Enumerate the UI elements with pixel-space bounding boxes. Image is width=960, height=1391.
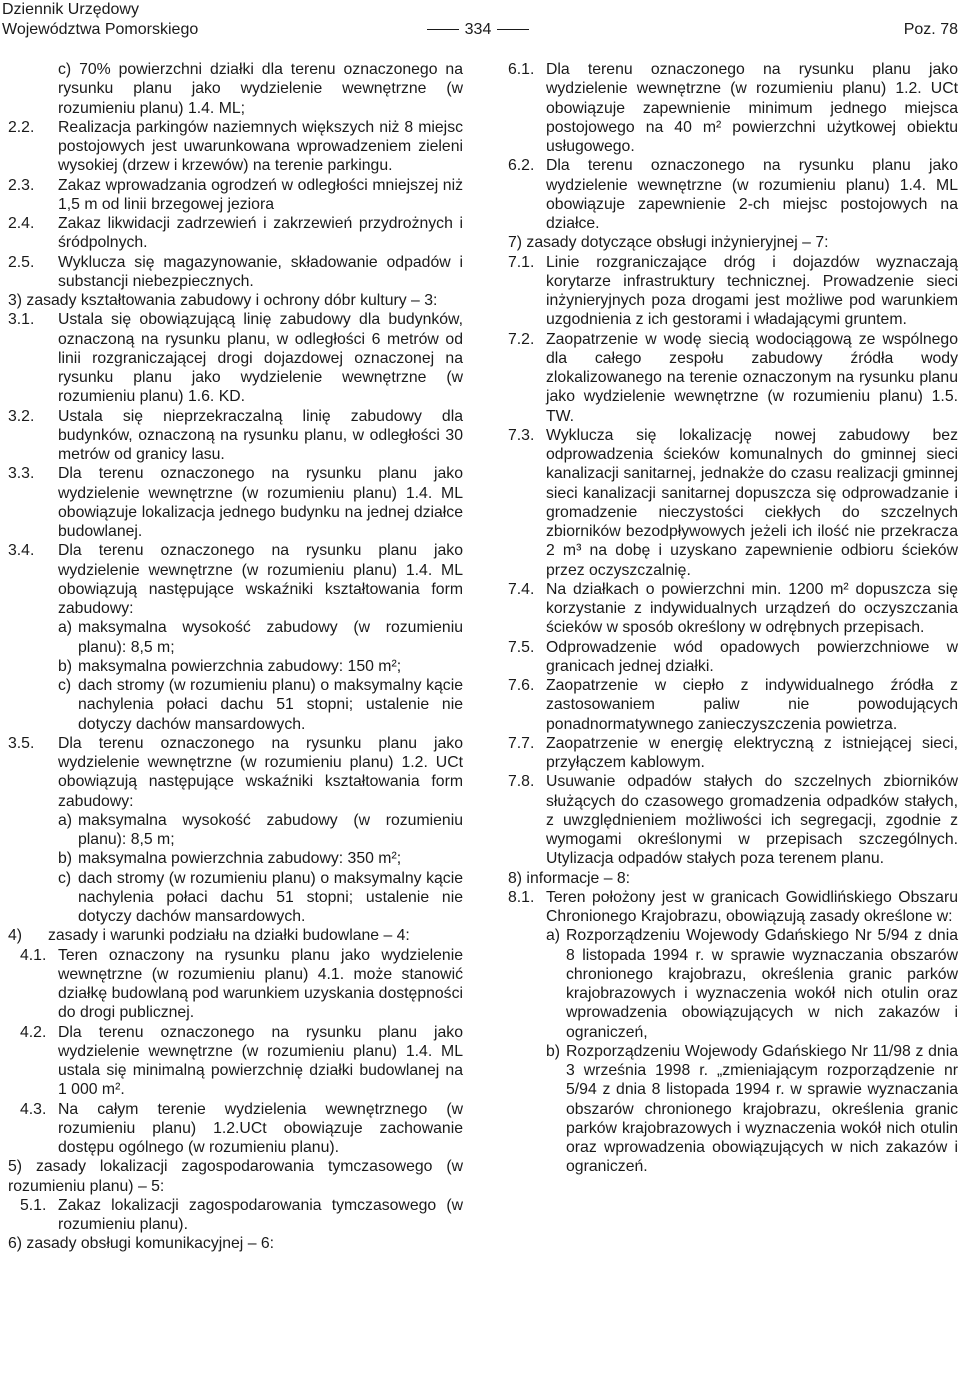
paragraph	[8, 849, 463, 868]
paragraph-text: c) 70% powierzchni działki dla terenu oznaczonego na rysunku planu jako wydzielenie wewnętrzne (w rozumieniu planu) 1.4. ML;	[58, 61, 463, 117]
paragraph	[508, 156, 958, 233]
paragraph-text: Ustala się obowiązującą linię zabudowy dla budynków, oznaczoną na rysunku planu, w odległości 6 metrów od linii rozgraniczającej drogi dojazdowej oznaczonej na rysunku planu jako wydzielenie wewnętrzne (w rozumieniu planu) 1.6. KD.	[58, 311, 463, 406]
paragraph-number: 3.3.	[8, 465, 35, 483]
paragraph-number: b)	[58, 657, 73, 675]
paragraph-text: Wyklucza się magazynowanie, składowanie odpadów i substancji niebezpiecznych.	[58, 253, 463, 290]
paragraph-text: maksymalna powierzchnia zabudowy: 350 m²;	[78, 850, 402, 868]
paragraph	[8, 1023, 463, 1100]
paragraph-text: Zaopatrzenie w energię elektryczną z istniejącej sieci, przyłączem kablowym.	[546, 734, 958, 771]
left-column	[8, 60, 463, 1254]
paragraph-text: Wyklucza się lokalizację nowej zabudowy bez odprowadzenia ścieków komunalnych do gminnej sieci kanalizacji sanitarnej, jednakże do czasu realizacji gminnej sieci kanalizacji sanitarnej dopuszcza się odprowadzanie i gromadzenie nieczystości ciekłych do szczelnych zbiorników bezodpływowych jeżeli ich ilość nie przekracza 2 m³ na dobę i uzyskano zapewnienie odbioru ścieków przez oczyszczalnię.	[546, 426, 958, 579]
paragraph-text: Ustala się nieprzekraczalną linię zabudowy dla budynków, oznaczoną na rysunku planu, w odległości 30 metrów od granicy lasu.	[58, 407, 463, 463]
paragraph-number: 7.6.	[508, 677, 535, 694]
paragraph	[8, 676, 463, 734]
journal-title	[2, 0, 198, 40]
position-number: Poz. 78	[903, 21, 958, 38]
paragraph-number: 7.2.	[508, 330, 535, 348]
paragraph	[508, 676, 958, 734]
paragraph-number: 2.5.	[8, 253, 35, 271]
paragraph	[8, 946, 463, 1023]
paragraph-text: 5) zasady lokalizacji zagospodarowania tymczasowego (w rozumieniu planu) – 5:	[8, 1158, 463, 1195]
paragraph-text: Zakaz lokalizacji zagospodarowania tymczasowego (w rozumieniu planu).	[58, 1196, 463, 1233]
paragraph-number: 3.1.	[8, 311, 35, 329]
paragraph	[8, 541, 463, 618]
paragraph-number: 7.1.	[508, 253, 535, 271]
paragraph-text: 7) zasady dotyczące obsługi inżynieryjnej – 7:	[508, 234, 829, 252]
paragraph	[508, 426, 958, 580]
paragraph-number: 8.1.	[508, 888, 535, 906]
paragraph-text: Rozporządzeniu Wojewody Gdańskiego Nr 11/98 z dnia 3 września 1998 r. „zmieniającym rozporządzenie nr 5/94 z dnia 8 listopada 1994 r. w sprawie wyznaczania obszarów chronionego krajobrazu, określenia granic parków krajobrazowych i wyznaczenia wokół nich otulin oraz wprowadzenia obowiązujących w nich zakazów i ograniczeń.	[566, 1042, 958, 1176]
paragraph-number: c)	[58, 869, 72, 887]
paragraph	[8, 1196, 463, 1235]
paragraph-text: Teren oznaczony na rysunku planu jako wydzielenie wewnętrzne (w rozumieniu planu) 4.1. może stanowić działkę budowlaną pod warunkiem uzyskania dostępności do drogi publicznej.	[58, 946, 463, 1022]
paragraph-text: Realizacja parkingów naziemnych większych niż 8 miejsc postojowych jest uwarunkowana wprowadzeniem zieleni wysokiej (drzew i krzewów) na terenie parkingu.	[58, 118, 463, 175]
paragraph-text: Dla terenu oznaczonego na rysunku planu jako wydzielenie wewnętrzne (w rozumieniu planu) 1.4. ML ustala się minimalną powierzchnię działki budowlanej na 1 000 m².	[58, 1023, 463, 1099]
paragraph-text: Usuwanie odpadów stałych do szczelnych zbiorników służących do czasowego gromadzenia odpadków stałych, z uwzględnieniem możliwości ich segregacji, zgodnie z wymogami określonymi w przepisach szczególnych. Utylizacja odpadów stałych poza terenem planu.	[546, 773, 958, 868]
paragraph	[8, 1157, 463, 1196]
paragraph	[508, 888, 958, 927]
paragraph	[8, 291, 463, 310]
paragraph	[8, 657, 463, 676]
paragraph-number: a)	[58, 811, 73, 829]
paragraph	[8, 734, 463, 811]
page-header	[0, 0, 960, 44]
paragraph-number: 4.1.	[20, 946, 47, 964]
right-column	[508, 60, 958, 1177]
paragraph-text: 3) zasady kształtowania zabudowy i ochrony dóbr kultury – 3:	[8, 292, 438, 309]
paragraph	[8, 60, 463, 118]
paragraph	[508, 580, 958, 638]
paragraph-text: Na całym terenie wydzielenia wewnętrznego (w rozumieniu planu) 1.2.UCt obowiązuje zachowanie dostępu ogólnego (w rozumieniu planu).	[58, 1100, 463, 1156]
paragraph-number: 3.5.	[8, 734, 35, 752]
paragraph-text: Dla terenu oznaczonego na rysunku planu jako wydzielenie wewnętrzne (w rozumieniu planu) 1.2. UCt obowiązują następujące wskaźniki kształtowania form zabudowy:	[58, 734, 463, 810]
paragraph-number: 4.3.	[20, 1100, 47, 1118]
paragraph-text: Zakaz likwidacji zadrzewień i zakrzewień przydrożnych i śródpolnych.	[58, 215, 463, 252]
paragraph-text: 6) zasady obsługi komunikacyjnej – 6:	[8, 1235, 275, 1253]
paragraph-number: 2.2.	[8, 118, 35, 136]
paragraph	[8, 176, 463, 215]
paragraph-text: maksymalna powierzchnia zabudowy: 150 m²;	[78, 657, 402, 675]
paragraph	[8, 214, 463, 253]
paragraph	[8, 1234, 463, 1253]
paragraph-number: 2.4.	[8, 215, 35, 232]
paragraph	[8, 464, 463, 541]
paragraph-text: Na działkach o powierzchni min. 1200 m² dopuszcza się korzystanie z indywidualnych urządzeń do oczyszczania ścieków w sposób określony w odrębnych przepisach.	[546, 580, 958, 637]
paragraph	[8, 811, 463, 850]
paragraph	[508, 253, 958, 330]
paragraph	[8, 926, 463, 945]
paragraph	[8, 118, 463, 176]
paragraph-text: Dla terenu oznaczonego na rysunku planu jako wydzielenie wewnętrzne (w rozumieniu planu) 1.4. ML obowiązują następujące wskaźniki kształtowania form zabudowy:	[58, 542, 463, 617]
paragraph-number: c)	[58, 677, 72, 694]
paragraph-text: Zaopatrzenie w wodę siecią wodociągową ze wspólnego dla całego zespołu zabudowy źródła wody zlokalizowanego na terenie oznaczonym na rysunku planu jako wydzielenie wewnętrzne (w rozumieniu planu) 1.5. TW.	[546, 330, 958, 425]
paragraph-text: Dla terenu oznaczonego na rysunku planu jako wydzielenie wewnętrzne (w rozumieniu planu) 1.4. ML obowiązuje zapewnienie 2-ch miejsc postojowych na działce.	[546, 157, 958, 232]
paragraph	[8, 310, 463, 406]
paragraph	[508, 926, 958, 1042]
paragraph	[8, 618, 463, 657]
paragraph-text: Dla terenu oznaczonego na rysunku planu jako wydzielenie wewnętrzne (w rozumieniu planu) 1.2. UCt obowiązuje zapewnienie minimum jednego miejsca postojowego na 40 m² powierzchni użytkowej obiektu usługowego.	[546, 61, 958, 155]
paragraph-number: b)	[58, 850, 73, 868]
paragraph-number: 6.2.	[508, 157, 535, 175]
paragraph-text: Odprowadzenie wód opadowych powierzchniowe w granicach jednej działki.	[546, 638, 958, 675]
paragraph-number: 7.4.	[508, 580, 535, 598]
paragraph-text: maksymalna wysokość zabudowy (w rozumieniu planu): 8,5 m;	[78, 619, 463, 656]
paragraph-number: 7.3.	[508, 426, 535, 444]
paragraph	[508, 869, 958, 888]
paragraph-text: maksymalna wysokość zabudowy (w rozumieniu planu): 8,5 m;	[78, 811, 463, 848]
paragraph-number: 2.3.	[8, 176, 35, 194]
paragraph	[8, 869, 463, 927]
paragraph	[508, 1042, 958, 1177]
paragraph-number: 4.2.	[20, 1023, 47, 1041]
paragraph-number: 3.2.	[8, 407, 35, 425]
paragraph-number: 7.5.	[508, 638, 535, 656]
paragraph-text: Linie rozgraniczające dróg i dojazdów wyznaczają korytarze infrastruktury technicznej. Prowadzenie sieci inżynieryjnych poza drogami jest możliwe pod warunkiem uzgodnienia z ich gestorami i władającymi gruntem.	[546, 253, 958, 329]
paragraph-text: 8) informacje – 8:	[508, 869, 631, 887]
page-number-text: 334	[464, 21, 492, 38]
paragraph-text: Zakaz wprowadzania ogrodzeń w odległości mniejszej niż 1,5 m od linii brzegowej jeziora	[58, 176, 463, 213]
paragraph	[8, 253, 463, 292]
paragraph	[8, 407, 463, 465]
paragraph-number: a)	[58, 619, 73, 637]
paragraph-text: dach stromy (w rozumieniu planu) o maksymalny kącie nachylenia połaci dachu 51 stopni; ustalenie nie dotyczy dachów mansardowych.	[78, 869, 463, 925]
paragraph-text: Teren położony jest w granicach Gowidlińskiego Obszaru Chronionego Krajobrazu, obowiązują zasady określone w:	[546, 888, 958, 925]
paragraph	[508, 233, 958, 252]
paragraph	[508, 734, 958, 773]
paragraph	[508, 60, 958, 156]
paragraph-number: 4)	[8, 927, 23, 945]
paragraph-number: 7.8.	[508, 773, 535, 791]
paragraph	[508, 772, 958, 868]
paragraph-number: 3.4.	[8, 542, 35, 560]
paragraph	[508, 638, 958, 677]
page-number	[412, 20, 544, 40]
paragraph	[508, 330, 958, 426]
paragraph-text: zasady i warunki podziału na działki budowlane – 4:	[48, 927, 410, 945]
paragraph-text: Rozporządzeniu Wojewody Gdańskiego Nr 5/94 z dnia 8 listopada 1994 r. w sprawie wyznaczania obszarów chronionego krajobrazu, określenia granic parków krajobrazowych i wyznaczenia wokół nich otulin oraz wprowadzenia obowiązujących w nich zakazów i ograniczeń,	[566, 927, 958, 1041]
paragraph	[8, 1100, 463, 1158]
paragraph-number: 5.1.	[20, 1196, 47, 1214]
paragraph-number: 6.1.	[508, 61, 535, 78]
paragraph-text: dach stromy (w rozumieniu planu) o maksymalny kącie nachylenia połaci dachu 51 stopni; ustalenie nie dotyczy dachów mansardowych.	[78, 677, 463, 733]
paragraph-text: Zaopatrzenie w ciepło z indywidualnego źródła z zastosowaniem paliw nie powodujących ponadnormatywnego zanieczyszczenia powietrza.	[546, 677, 958, 733]
paragraph-number: 7.7.	[508, 734, 535, 752]
paragraph-number: a)	[546, 927, 561, 945]
journal-title-line2: Województwa Pomorskiego	[2, 21, 199, 38]
journal-title-line1: Dziennik Urzędowy	[2, 1, 139, 18]
paragraph-text: Dla terenu oznaczonego na rysunku planu jako wydzielenie wewnętrzne (w rozumieniu planu) 1.4. ML obowiązuje lokalizacja jednego budynku na jednej działce budowlanej.	[58, 465, 463, 540]
paragraph-number: b)	[546, 1042, 561, 1060]
